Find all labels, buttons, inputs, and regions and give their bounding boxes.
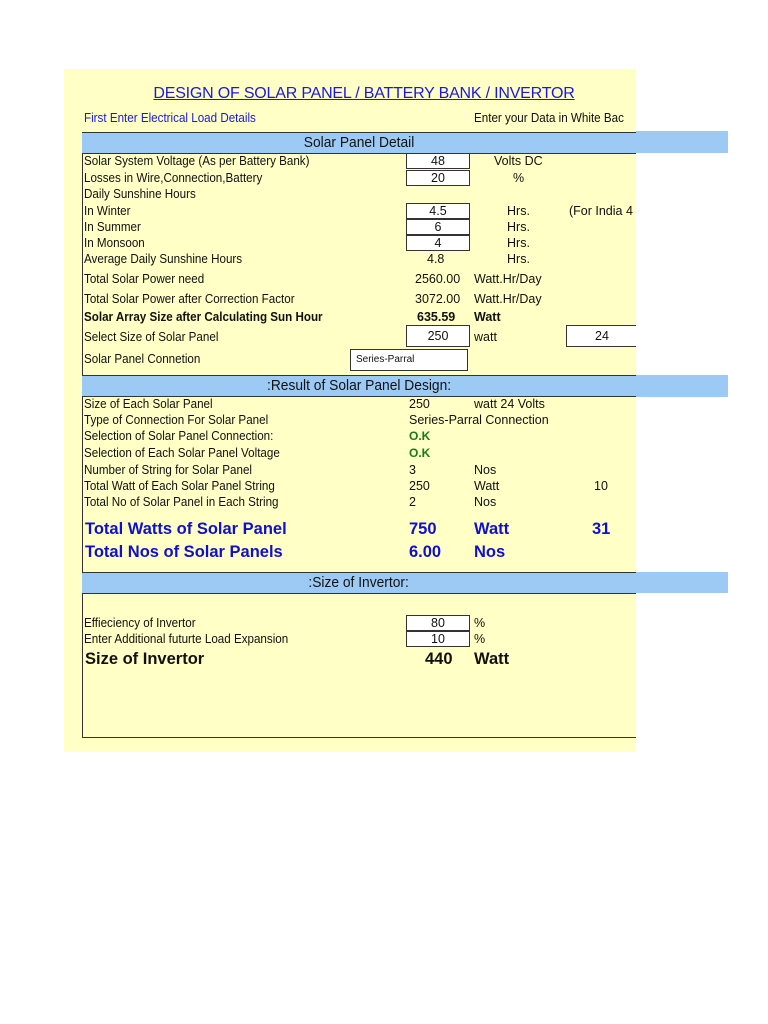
status-ok-voltage: O.K	[409, 446, 431, 460]
unit-total-nos: Nos	[474, 543, 506, 561]
label-winter: In Winter	[84, 204, 131, 218]
input-panel-voltage[interactable]: 24	[566, 325, 636, 347]
value-array-size: 635.59	[417, 310, 456, 324]
label-total-nos: Total Nos of Solar Panels	[85, 543, 283, 561]
unit-panel-size: watt	[474, 330, 497, 344]
value-total-power: 2560.00	[415, 272, 461, 286]
input-losses[interactable]: 20	[406, 170, 470, 186]
label-invertor-size: Size of Invertor	[85, 650, 205, 668]
unit-winter: Hrs.	[507, 204, 530, 218]
result-row-label: Size of Each Solar Panel	[84, 397, 213, 411]
result-row-value: Series-Parral Connection	[409, 413, 549, 427]
value-total-watts: 750	[409, 520, 437, 538]
label-total-power-corr: Total Solar Power after Correction Factor	[84, 292, 295, 306]
label-array-size: Solar Array Size after Calculating Sun Hour	[84, 310, 323, 324]
result-row-label: Number of String for Solar Panel	[84, 463, 252, 477]
result-row-label: Total No of Solar Panel in Each String	[84, 495, 279, 509]
label-sunshine: Daily Sunshine Hours	[84, 187, 196, 201]
result-row-value: 3	[409, 463, 416, 477]
input-expansion[interactable]: 10	[406, 631, 470, 647]
section-header-solar-panel-detail: Solar Panel Detail	[82, 132, 636, 154]
unit-average: Hrs.	[507, 252, 530, 266]
band-extension	[636, 375, 728, 397]
note-winter: (For India 4	[569, 204, 633, 218]
label-connection: Solar Panel Connetion	[84, 352, 201, 366]
result-row-label: Selection of Each Solar Panel Voltage	[84, 446, 280, 460]
input-summer[interactable]: 6	[406, 219, 470, 235]
intro-right: Enter your Data in White Bac	[474, 111, 624, 125]
value-total-power-corr: 3072.00	[415, 292, 461, 306]
band-extension	[636, 572, 728, 593]
result-row-unit: Nos	[474, 463, 497, 477]
spreadsheet-area	[64, 69, 636, 752]
status-ok-connection: O.K	[409, 429, 431, 443]
result-row-label: Type of Connection For Solar Panel	[84, 413, 269, 427]
value-average: 4.8	[427, 252, 445, 266]
label-losses: Losses in Wire,Connection,Battery	[84, 171, 263, 185]
input-panel-size[interactable]: 250	[406, 325, 470, 347]
result-row-unit: Watt	[474, 479, 500, 493]
unit-array-size: Watt	[474, 310, 501, 324]
label-monsoon: In Monsoon	[84, 236, 145, 250]
select-connection[interactable]: Series-Parral	[350, 349, 468, 371]
unit-voltage: Volts DC	[494, 154, 543, 168]
result-row-extra: 10	[594, 479, 608, 493]
label-total-watts: Total Watts of Solar Panel	[85, 520, 287, 538]
intro-left: First Enter Electrical Load Details	[84, 111, 256, 125]
unit-summer: Hrs.	[507, 220, 530, 234]
result-row-value: 250	[409, 479, 430, 493]
section-header-result: :Result of Solar Panel Design:	[82, 375, 636, 397]
result-row-unit: watt 24 Volts	[474, 397, 545, 411]
label-efficiency: Effieciency of Invertor	[84, 616, 196, 630]
unit-total-power: Watt.Hr/Day	[474, 272, 542, 286]
extra-total-watts: 31	[592, 520, 611, 538]
label-total-power: Total Solar Power need	[84, 272, 205, 286]
unit-invertor-size: Watt	[474, 650, 510, 668]
input-winter[interactable]: 4.5	[406, 203, 470, 219]
result-row-value: 250	[409, 397, 430, 411]
page-title: DESIGN OF SOLAR PANEL / BATTERY BANK / INVERTOR	[153, 85, 575, 102]
result-row-label: Total Watt of Each Solar Panel String	[84, 479, 275, 493]
label-expansion: Enter Additional futurte Load Expansion	[84, 632, 289, 646]
section-header-invertor: :Size of Invertor:	[82, 572, 636, 594]
unit-total-power-corr: Watt.Hr/Day	[474, 292, 542, 306]
value-total-nos: 6.00	[409, 543, 442, 561]
input-efficiency[interactable]: 80	[406, 615, 470, 631]
band-extension	[636, 131, 728, 153]
unit-efficiency: %	[474, 616, 486, 630]
unit-monsoon: Hrs.	[507, 236, 530, 250]
label-summer: In Summer	[84, 220, 141, 234]
label-average: Average Daily Sunshine Hours	[84, 252, 243, 266]
label-voltage: Solar System Voltage (As per Battery Bank)	[84, 154, 310, 168]
unit-total-watts: Watt	[474, 520, 510, 538]
value-invertor-size: 440	[425, 650, 453, 668]
input-monsoon[interactable]: 4	[406, 235, 470, 251]
result-row-unit: Nos	[474, 495, 497, 509]
label-panel-size: Select Size of Solar Panel	[84, 330, 219, 344]
result-row-label: Selection of Solar Panel Connection:	[84, 429, 274, 443]
unit-expansion: %	[474, 632, 486, 646]
result-row-value: 2	[409, 495, 416, 509]
unit-losses: %	[513, 171, 525, 185]
input-voltage[interactable]: 48	[406, 153, 470, 169]
